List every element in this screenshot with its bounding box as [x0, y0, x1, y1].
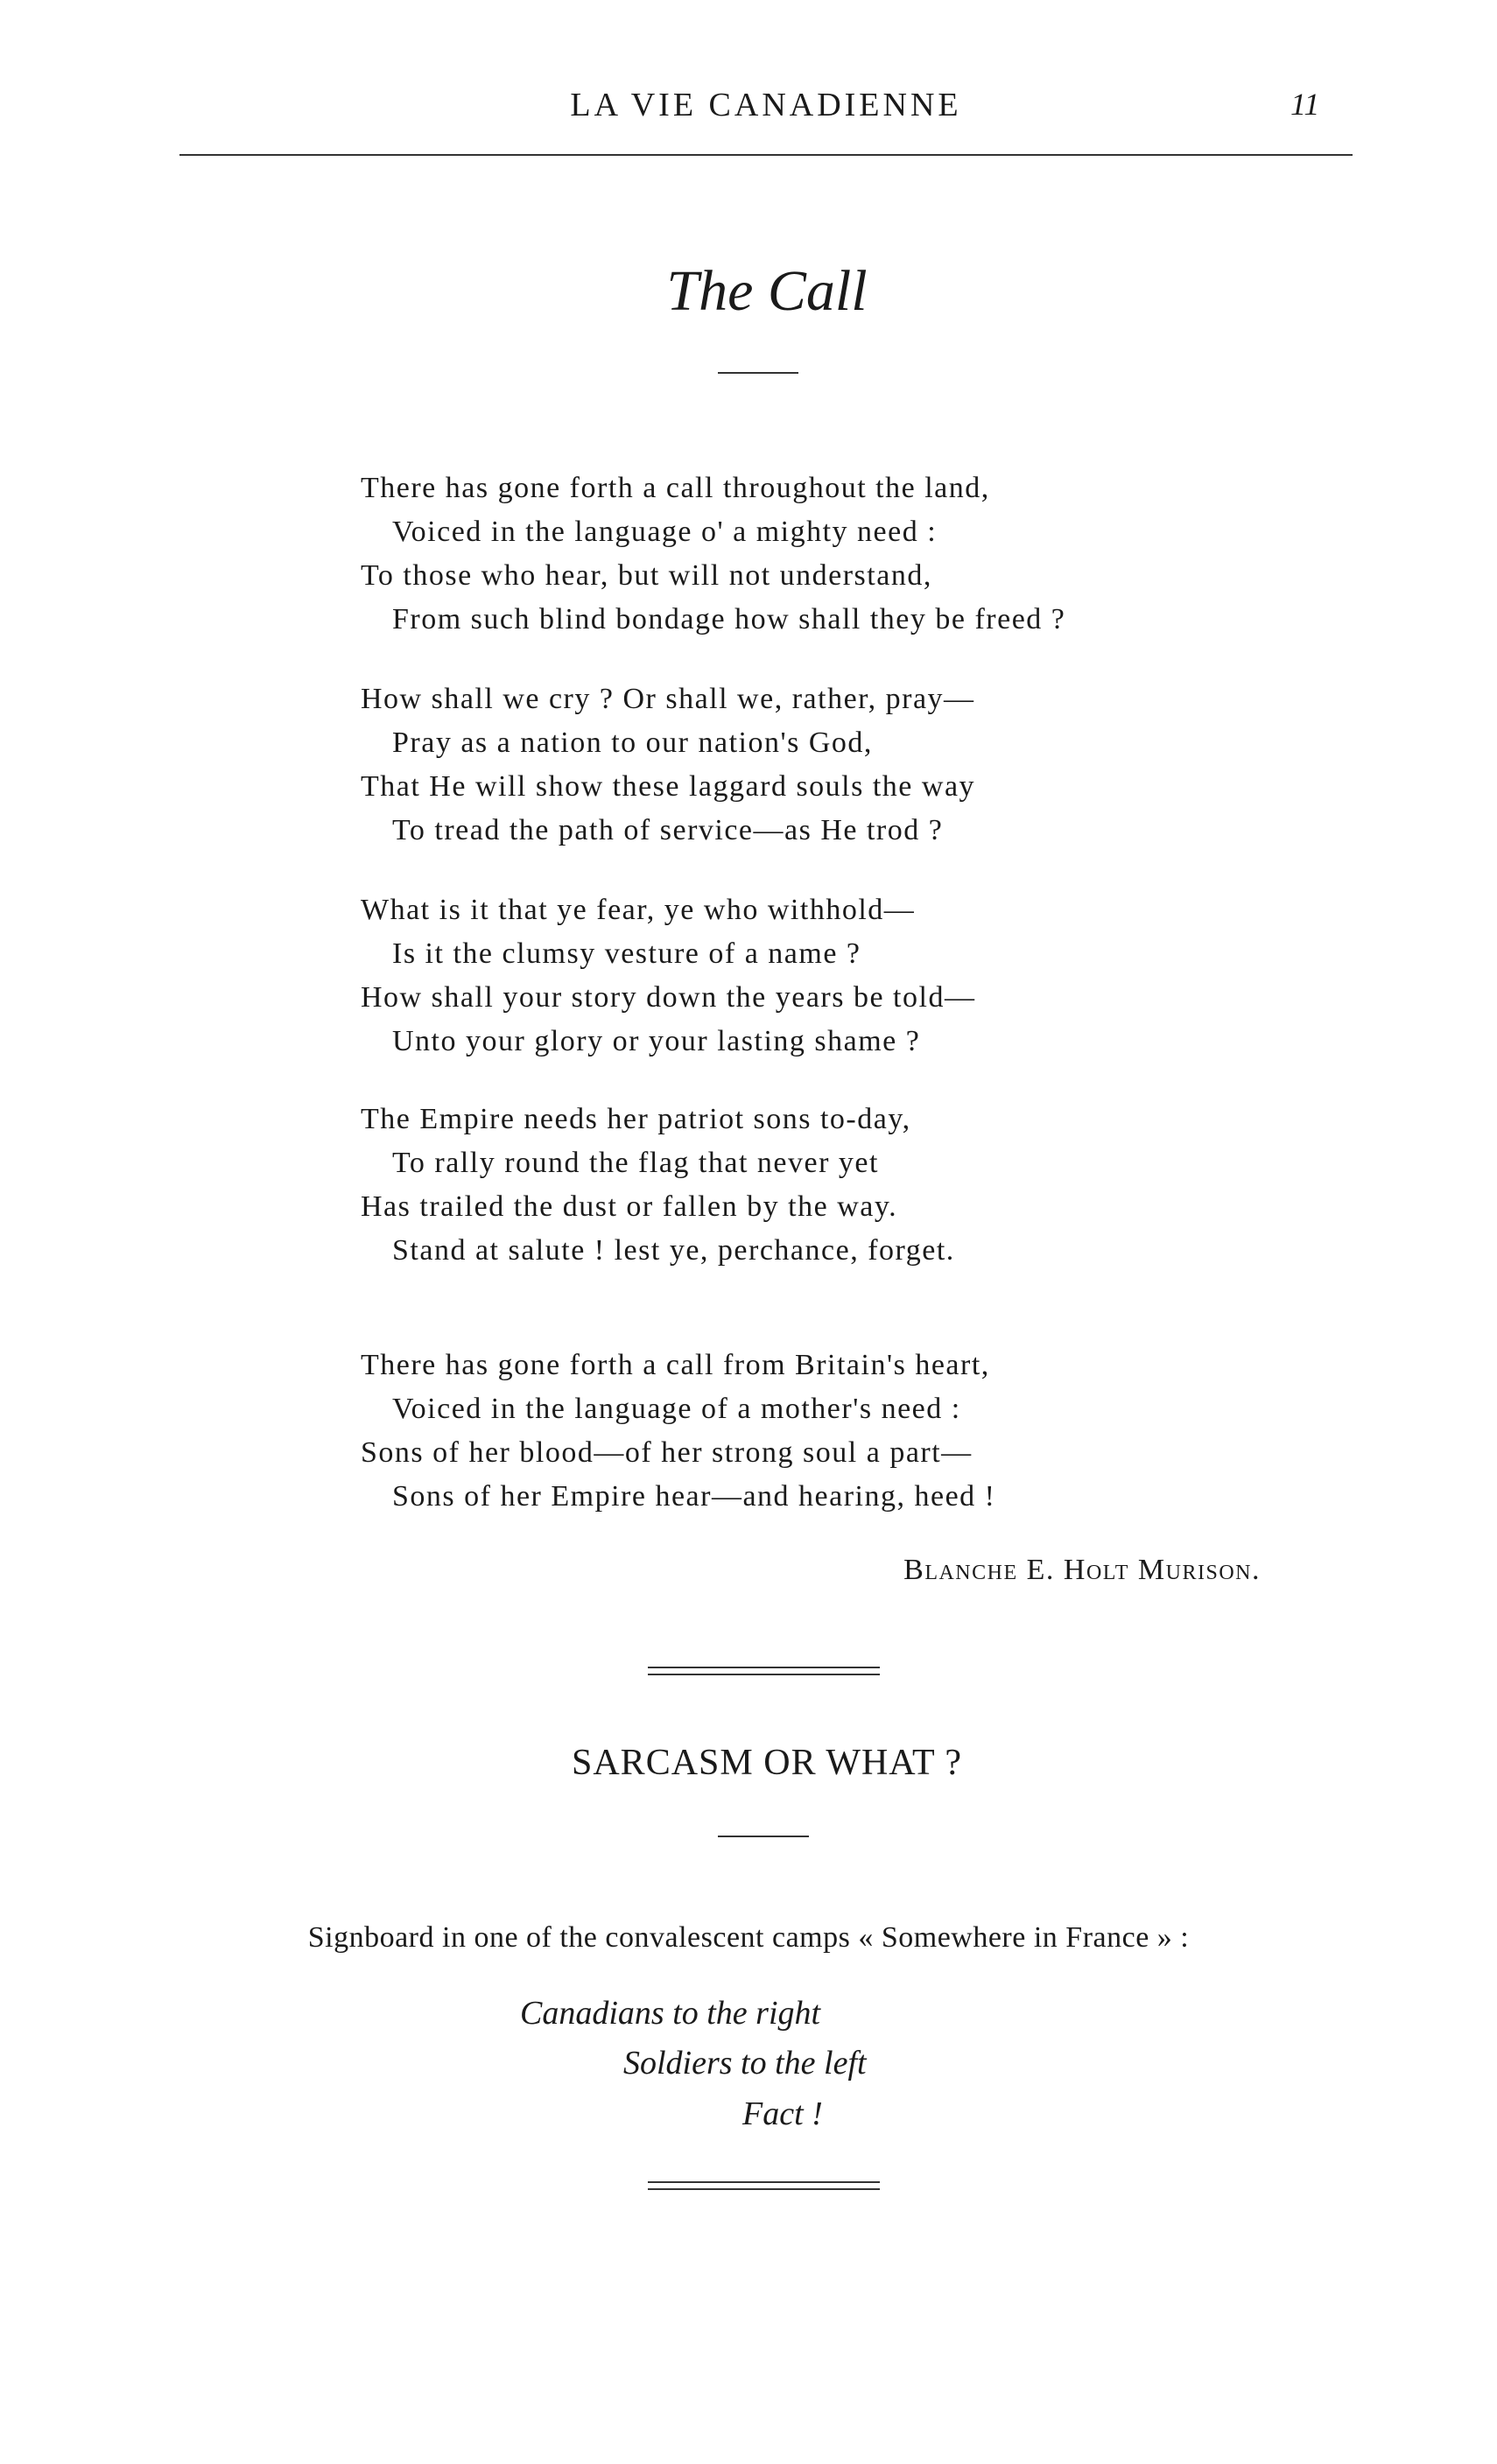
stanza-3: [361, 888, 1236, 1064]
title-rule: [718, 372, 798, 374]
signboard-intro: Signboard in one of the convalescent camps « Somewhere in France » :: [307, 1921, 1190, 1954]
poem-line: To rally round the flag that never yet: [392, 1147, 879, 1179]
running-head: [0, 86, 1497, 130]
section-divider: [648, 1667, 880, 1675]
section-title-rule: [718, 1836, 809, 1837]
header-rule: [179, 154, 1353, 156]
poem-line: Stand at salute ! lest ye, perchance, forget.: [392, 1234, 955, 1267]
stanza-2: [361, 677, 1236, 853]
poem-line: Sons of her blood—of her strong soul a part—: [361, 1436, 973, 1469]
end-divider: [648, 2181, 880, 2190]
sign-line: Soldiers to the left: [623, 2045, 867, 2081]
poem-author: Blanche E. Holt Murison.: [903, 1554, 1261, 1586]
poem-line: How shall your story down the years be told—: [361, 981, 976, 1014]
poem-line: To those who hear, but will not understand,: [361, 559, 932, 592]
section-title: SARCASM OR WHAT ?: [571, 1743, 963, 1783]
poem-line: Is it the clumsy vesture of a name ?: [392, 937, 861, 970]
poem-line: Voiced in the language of a mother's need :: [392, 1393, 961, 1425]
stanza-1: [361, 467, 1236, 642]
poem-line: What is it that ye fear, ye who withhold—: [361, 894, 916, 926]
poem-line: How shall we cry ? Or shall we, rather, pray—: [361, 683, 975, 715]
page-number: 11: [1290, 87, 1320, 122]
running-title: LA VIE CANADIENNE: [570, 87, 962, 123]
sign-line: Canadians to the right: [520, 1995, 821, 2032]
poem-line: Voiced in the language o' a mighty need :: [392, 516, 938, 548]
poem-line: There has gone forth a call throughout the land,: [361, 472, 990, 504]
poem-line: Unto your glory or your lasting shame ?: [392, 1025, 921, 1057]
stanza-4: [361, 1098, 1236, 1273]
poem-line: There has gone forth a call from Britain's heart,: [361, 1349, 990, 1381]
poem-line: Pray as a nation to our nation's God,: [392, 727, 873, 759]
poem-line: That He will show these laggard souls the way: [361, 770, 976, 803]
poem-line: The Empire needs her patriot sons to-day,: [361, 1103, 911, 1135]
poem-line: To tread the path of service—as He trod ?: [392, 814, 944, 846]
poem-line: Sons of her Empire hear—and hearing, heed !: [392, 1480, 996, 1513]
stanza-5: [361, 1344, 1236, 1519]
poem-title: The Call: [666, 259, 868, 323]
poem-line: From such blind bondage how shall they be freed ?: [392, 603, 1066, 635]
poem-line: Has trailed the dust or fallen by the way.: [361, 1190, 898, 1223]
sign-line: Fact !: [742, 2095, 823, 2132]
